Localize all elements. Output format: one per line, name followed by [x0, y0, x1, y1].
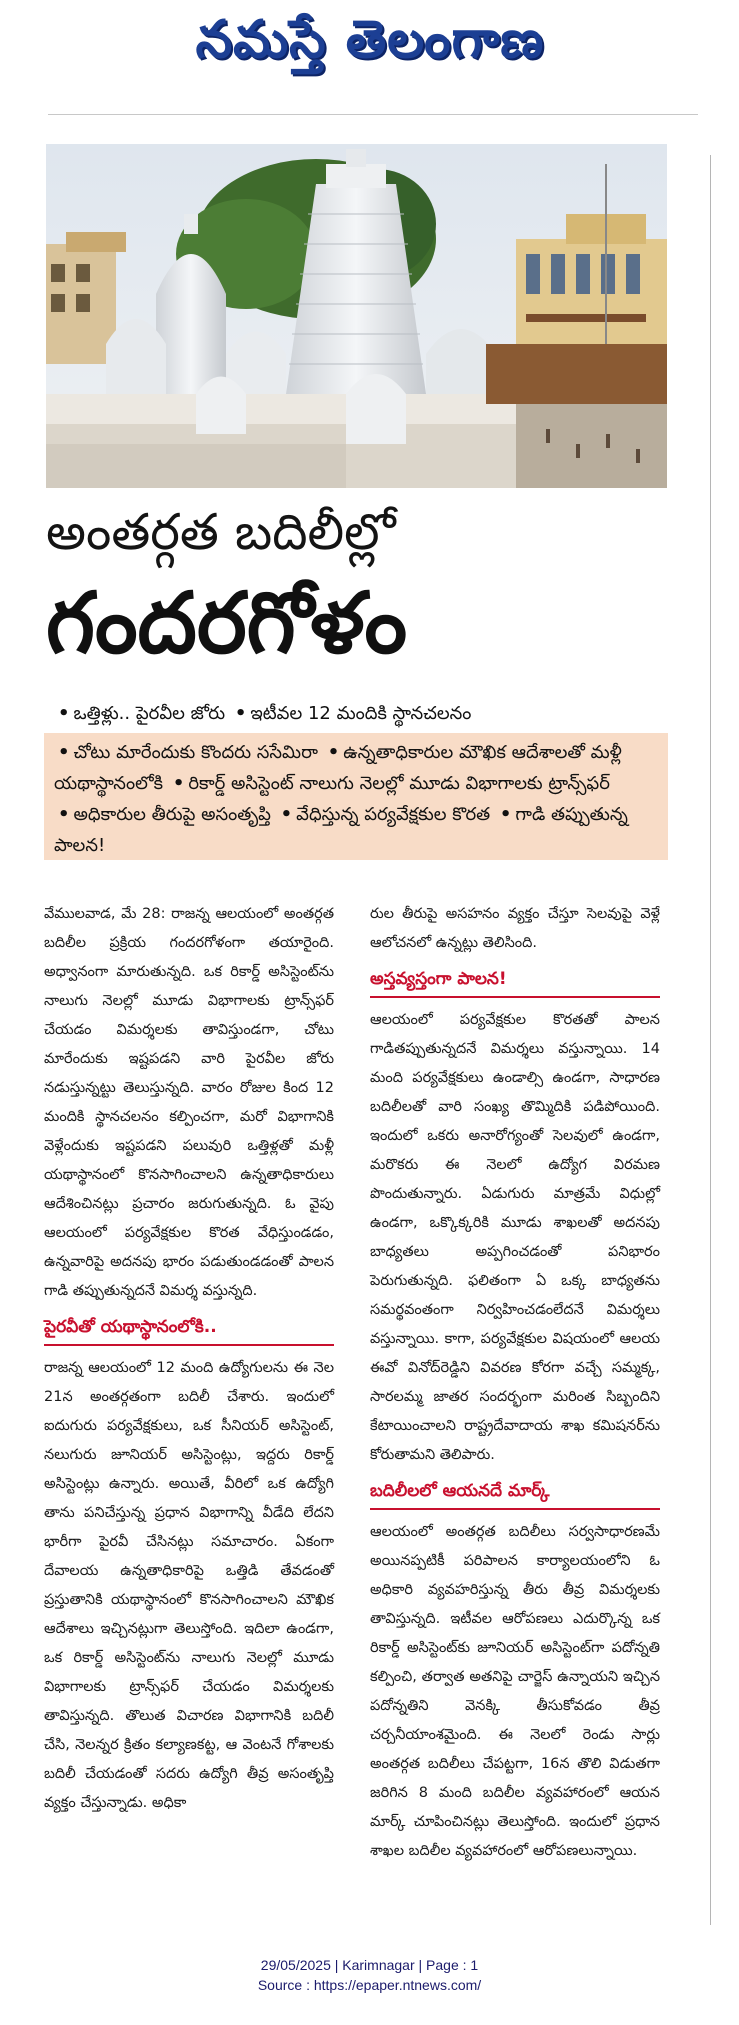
article-column-left	[44, 900, 334, 1822]
highlight-item: అధికారుల తీరుపై అసంతృప్తి	[73, 804, 271, 825]
highlight-item: వేధిస్తున్న పర్యవేక్షకుల కొరత	[296, 804, 491, 825]
article-paragraph: ఆలయంలో పర్యవేక్షకుల కొరతతో పాలన గాడితప్పుతున్నదనే విమర్శలు వస్తున్నాయి. 14 మంది పర్యవేక్షకులు ఉండాల్సి ఉండగా, సాధారణ బదిలీలతో వారి సంఖ్య తొమ్మిదికి పడిపోయింది. ఇందులో ఒకరు అనారోగ్యంతో సెలవులో ఉండగా, మరొకరు ఈ నెలలో ఉద్యోగ విరమణ పొందుతున్నారు. ఏడుగురు మాత్రమే విధుల్లో ఉండగా, ఒక్కొక్కరికి మూడు శాఖలతో అదనపు బాధ్యతలు అప్పగించడంతో పనిభారం పెరుగుతున్నది. ఫలితంగా ఏ ఒక్క బాధ్యతను సమర్థవంతంగా నిర్వహించడంలేదనే విమర్శలు వస్తున్నాయి. కాగా, పర్యవేక్షకుల విషయంలో ఆలయ ఈవో వినోద్‌రెడ్డిని వివరణ కోరగా వచ్చే సమ్మక్క, సారలమ్మ జాతర సందర్భంగా మరింత సిబ్బందిని కేటాయించాలని రాష్ట్రదేవాదాయ శాఖ కమిషనర్‌ను కోరుతామని తెలిపారు.	[370, 1012, 660, 1463]
highlight-item: రికార్డ్‌ అసిస్టెంట్‌ నాలుగు నెలల్లో మూడు విభాగాలకు ట్రాన్స్‌ఫర్‌	[188, 773, 610, 794]
article-paragraph: రుల తీరుపై అసహనం వ్యక్తం చేస్తూ సెలవుపై వెళ్లే ఆలోచనలో ఉన్నట్లు తెలిసింది.	[370, 906, 660, 951]
source-link[interactable]: Source : https://epaper.ntnews.com/	[257, 1977, 482, 1993]
masthead-divider	[48, 114, 698, 115]
highlight-item: ఒత్తిళ్లు.. పైరవీల జోరు	[73, 703, 226, 724]
highlight-item: గాడి తప్పుతున్న పాలన!	[54, 804, 628, 856]
subheading: పైరవీతో యథాస్థానంలోకి..	[44, 1312, 334, 1346]
bullet-icon: •	[280, 804, 293, 825]
highlight-item: ఇటీవల 12 మందికి స్థానచలనం	[250, 703, 472, 724]
article-column-right	[370, 900, 660, 1870]
bullet-icon: •	[499, 804, 512, 825]
article-paragraph: ఆలయంలో అంతర్గత బదిలీలు సర్వసాధారణమే అయినప్పటికీ పరిపాలన కార్యాలయంలోని ఓ అధికారి వ్యవహరిస్తున్న తీరు తీవ్ర విమర్శలకు తావిస్తున్నది. ఇటీవల ఆరోపణలు ఎదుర్కొన్న ఒక రికార్డ్‌ అసిస్టెంట్‌కు జూనియర్‌ అసిస్టెంట్‌గా పదోన్నతి కల్పించి, తర్వాత అతనిపై చార్జెస్‌ ఉన్నాయని ఇచ్చిన పదోన్నతిని వెనక్కి తీసుకోవడం తీవ్ర చర్చనీయాంశమైంది. ఈ నెలలో రెండు సార్లు అంతర్గత బదిలీలు చేపట్టగా, 16న తొలి విడుతగా జరిగిన 8 మంది బదిలీల వ్యవహారంలో ఆయన మార్క్‌ చూపించినట్లు తెలుస్తోంది. ఇందులో ప్రధాన శాఖల బదిలీల వ్యవహారంలో ఆరోపణలున్నాయి.	[370, 1524, 660, 1859]
subheading: అస్తవ్యస్తంగా పాలన!	[370, 964, 660, 998]
bullet-icon: •	[58, 703, 70, 724]
article-paragraph: రాజన్న ఆలయంలో 12 మంది ఉద్యోగులను ఈ నెల 21న అంతర్గతంగా బదిలీ చేశారు. ఇందులో ఐదుగురు పర్యవేక్షకులు, ఒక సీనియర్‌ అసిస్టెంట్‌, నలుగురు జూనియర్‌ అసిస్టెంట్లు, ఇద్దరు రికార్డ్‌ అసిస్టెంట్లు ఉన్నారు. అయితే, వీరిలో ఒక ఉద్యోగి తాను పనిచేస్తున్న ప్రధాన విభాగాన్ని వీడేది లేదని భారీగా పైరవీ చేసినట్లు సమాచారం. ఏకంగా దేవాలయ ఉన్నతాధికారిపై ఒత్తిడి తేవడంతో ప్రస్తుతానికి యథాస్థానంలో కొనసాగించాలని మౌఖిక ఆదేశాలు ఇచ్చినట్లుగా తెలుస్తోంది. ఇదిలా ఉండగా, ఒక రికార్డ్‌ అసిస్టెంట్‌ను నాలుగు నెలల్లో మూడు విభాగాలకు ట్రాన్స్‌ఫర్‌ చేయడం విమర్శలకు తావిస్తున్నది. తొలుత విచారణ విభాగానికి బదిలీ చేసి, నెలన్నర క్రితం కల్యాణకట్ట, ఆ వెంటనే గోశాలకు బదిలీ చేయడంతో సదరు ఉద్యోగి తీవ్ర అసంతృప్తి వ్యక్తం చేస్తున్నాడు. అధికా	[44, 1360, 334, 1811]
article-paragraph: వేములవాడ, మే 28: రాజన్న ఆలయంలో అంతర్గత బదిలీల ప్రక్రియ గందరగోళంగా తయారైంది. అధ్వానంగా మారుతున్నది. ఒక రికార్డ్‌ అసిస్టెంట్‌ను నాలుగు నెలల్లో మూడు విభాగాలకు ట్రాన్స్‌ఫర్‌ చేయడం విమర్శలకు తావిస్తుండగా, చోటు మారేందుకు ఇష్టపడని వారి పైరవీల జోరు నడుస్తున్నట్టు తెలుస్తున్నది. వారం రోజుల కింద 12 మందికి స్థానచలనం కల్పించగా, మరో విభాగానికి వెళ్లేందుకు ఇష్టపడని పలువురి ఒత్తిళ్లతో మళ్లీ యథాస్థానంలో కొనసాగించాలని ఉన్నతాధికారులు ఆదేశించినట్లు ప్రచారం జరుగుతున్నది. ఓ వైపు ఆలయంలో పర్యవేక్షకుల కొరత వేధిస్తుండడం, ఉన్నవారిపై అదనపు భారం పడుతుండడంతో పాలన గాడి తప్పుతున్నదనే విమర్శ వస్తున్నది.	[44, 906, 334, 1299]
headline-line-2: గందరగోళం	[46, 574, 408, 672]
newspaper-logo: నమస్తే తెలంగాణ	[195, 10, 545, 70]
page-footer	[0, 1955, 739, 1995]
highlight-item: ఉన్నతాధికారుల మౌఖిక ఆదేశాలతో మళ్లీ యథాస్థానంలోకి	[54, 742, 622, 794]
bullet-icon: •	[327, 742, 340, 763]
headline-line-1: అంతర్గత బదిలీల్లో	[46, 503, 396, 561]
highlights-first-line	[44, 694, 668, 733]
column-divider	[710, 155, 711, 1925]
temple-photo	[46, 144, 667, 488]
highlights-box	[44, 694, 668, 860]
edition-info: 29/05/2025 | Karimnagar | Page : 1	[260, 1957, 479, 1973]
bullet-icon: •	[172, 773, 185, 794]
bullet-icon: •	[58, 804, 70, 825]
bullet-icon: •	[58, 742, 70, 763]
masthead	[0, 0, 739, 110]
highlight-item: చోటు మారేందుకు కొందరు ససేమిరా	[73, 742, 318, 763]
subheading: బదిలీలలో ఆయనదే మార్క్‌	[370, 1476, 660, 1510]
bullet-icon: •	[234, 703, 247, 724]
